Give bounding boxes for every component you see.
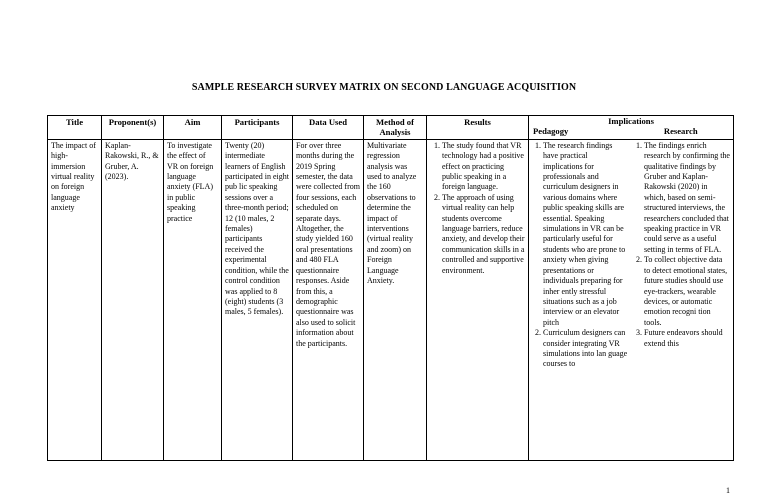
- cell-method: Multivariate regression analysis was used to analyze the 160 observations to determine the impact of interventions (virtual reality and zoom) on Foreign Language Anxiety.: [364, 139, 427, 460]
- cell-proponents: Kaplan-Rakowski, R., & Gruber, A. (2023).: [102, 139, 164, 460]
- research-list: [633, 141, 730, 349]
- header-method: Method of Analysis: [364, 116, 427, 140]
- header-implications: [529, 116, 734, 140]
- header-participants: Participants: [222, 116, 293, 140]
- pedagogy-list: [532, 141, 629, 370]
- pedagogy-column: [532, 141, 629, 370]
- cell-data-used: For over three months during the 2019 Spring semester, the data were collected from four sessions, each scheduled on separate days. Altogether, the study yielded 160 oral presentations and 480 FLA questionnaire responses. Aside from this, a demographic questionnaire was also used to solicit information about the participants.: [293, 139, 364, 460]
- page-number: 1: [726, 486, 730, 495]
- research-item-2: 2. To collect objective data to detect emotional states, future studies should use eye-trackers, wearable devices, or automatic emotion recogni tion tools.: [644, 255, 730, 328]
- results-list: [430, 141, 525, 276]
- research-matrix-table: [47, 115, 734, 461]
- cell-participants: Twenty (20) intermediate learners of English participated in eight pub lic speaking sessions over a three-month period; 12 (10 males, 2 females) participants received the experimental condition, while the control condition was applied to 8 (eight) students (3 males, 5 females).: [222, 139, 293, 460]
- cell-title: The impact of high-immersion virtual reality on foreign language anxiety: [48, 139, 102, 460]
- research-item-3: 3. Future endeavors should extend this: [644, 328, 730, 349]
- pedagogy-item-1: 1. The research findings have practical implications for professionals and curriculum designers in various domains where public speaking skills are essential. Speaking simulations in VR can be particularly useful for students who are prone to anxiety when giving presentations or individuals preparing for inher ently stressful situations such as a job interview or an elevator pitch: [543, 141, 629, 328]
- header-aim: Aim: [164, 116, 222, 140]
- header-proponents: Proponent(s): [102, 116, 164, 140]
- header-title: Title: [48, 116, 102, 140]
- research-column: [633, 141, 730, 370]
- cell-implications: [529, 139, 734, 460]
- results-item-1: 1. The study found that VR technology had a positive effect on practicing public speaking in a foreign language.: [442, 141, 525, 193]
- cell-aim: To investigate the effect of VR on foreign language anxiety (FLA) in public speaking practice: [164, 139, 222, 460]
- header-data-used: Data Used: [293, 116, 364, 140]
- implications-subheaders: [532, 126, 730, 136]
- subheader-pedagogy: Pedagogy: [533, 126, 569, 137]
- cell-results: [427, 139, 529, 460]
- results-item-2: 2. The approach of using virtual reality can help students overcome language barriers, reduce anxiety, and develop their communication skills in a controlled and supportive environment.: [442, 193, 525, 276]
- research-item-1: 1. The findings enrich research by confirming the qualitative findings by Gruber and Kaplan-Rakowski (2020) in which, based on semi-structured interviews, the researchers concluded that speaking practice in VR could serve as a useful setting in terms of FLA.: [644, 141, 730, 255]
- document-title: SAMPLE RESEARCH SURVEY MATRIX ON SECOND LANGUAGE ACQUISITION: [191, 82, 577, 93]
- subheader-research: Research: [663, 126, 698, 137]
- header-results: Results: [427, 116, 529, 140]
- table-row: [48, 139, 734, 460]
- implications-label: Implications: [608, 116, 654, 126]
- header-row: [48, 116, 734, 140]
- pedagogy-item-2: 2. Curriculum designers can consider integrating VR simulations into lan guage courses to: [543, 328, 629, 370]
